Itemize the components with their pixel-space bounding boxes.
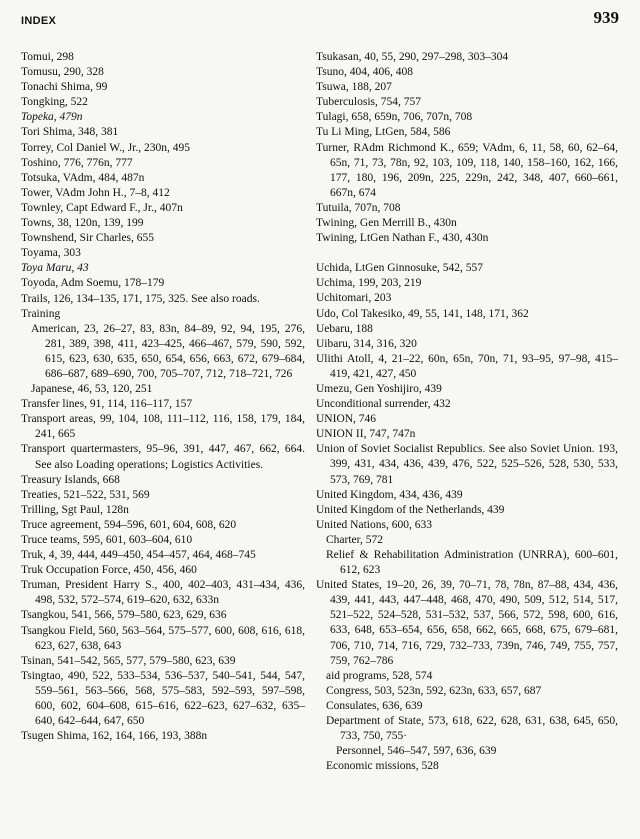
index-entry: Transport areas, 99, 104, 108, 111–112, 116, 158, 179, 184, 241, 665 [21, 413, 305, 441]
index-entry: Tutuila, 707n, 708 [316, 201, 401, 214]
index-entry: Truce teams, 595, 601, 603–604, 610 [21, 534, 193, 546]
index-entry: Tsingtao, 490, 522, 533–534, 536–537, 540–541, 544, 547, 559–561, 563–566, 568, 575–583, 592–593, 597–598, 600, 602, 604–608, 615–616, 622–623, 627–632, 635–640, 642–644, 647, 650 [21, 669, 305, 728]
index-subentry: Relief & Rehabilitation Administration (UNRRA), 600–601, 612, 623 [326, 549, 618, 577]
index-entry: Tuberculosis, 754, 757 [316, 96, 421, 109]
index-entry: Truk Occupation Force, 450, 456, 460 [21, 564, 197, 577]
index-entry: UNION, 746 [316, 413, 377, 426]
index-entry: Training [21, 307, 61, 320]
index-entry: Tongking, 522 [21, 96, 88, 109]
index-entry: Toshino, 776, 776n, 777 [21, 156, 133, 169]
index-entry: Tsuwa, 188, 207 [316, 81, 392, 94]
page-number: 939 [593, 8, 619, 27]
index-entry: Truce agreement, 594–596, 601, 604, 608, 620 [21, 518, 237, 531]
index-entry: Uchida, LtGen Ginnosuke, 542, 557 [316, 262, 484, 275]
index-entry: Truman, President Harry S., 400, 402–403, 431–434, 436, 498, 532, 572–574, 619–620, 632, 633n [21, 579, 305, 607]
index-entry: Tsuno, 404, 406, 408 [316, 66, 413, 79]
index-entry: Toya Maru, 43 [21, 262, 89, 275]
index-entry: Tsugen Shima, 162, 164, 166, 193, 388n [21, 730, 208, 743]
index-entry: Totsuka, VAdm, 484, 487n [21, 171, 145, 184]
index-entry: Tomusu, 290, 328 [21, 66, 104, 79]
index-entry: Trails, 126, 134–135, 171, 175, 325. See also roads. [21, 292, 260, 305]
index-entry: Toyama, 303 [21, 247, 81, 260]
index-entry: Tsangkou, 541, 566, 579–580, 623, 629, 636 [21, 609, 227, 622]
index-entry: Tomui, 298 [21, 51, 74, 63]
index-entry: Unconditional surrender, 432 [316, 398, 451, 411]
index-entry: Torrey, Col Daniel W., Jr., 230n, 495 [21, 141, 191, 154]
index-entry: Udo, Col Takesiko, 49, 55, 141, 148, 171, 362 [316, 307, 529, 320]
index-entry: Tonachi Shima, 99 [21, 81, 108, 94]
index-entry: United Kingdom of the Netherlands, 439 [316, 503, 505, 516]
index-subentry: Economic missions, 528 [326, 760, 439, 773]
index-subentry: aid programs, 528, 574 [326, 669, 433, 682]
index-entry: Tsinan, 541–542, 565, 577, 579–580, 623, 639 [21, 654, 236, 667]
index-entry: Topeka, 479n [21, 111, 83, 124]
index-entry: Townshend, Sir Charles, 655 [21, 232, 155, 245]
page-header [21, 6, 619, 36]
index-entry: Uibaru, 314, 316, 320 [316, 337, 417, 350]
index-entry: Trilling, Sgt Paul, 128n [21, 503, 129, 516]
index-entry: Tulagi, 658, 659n, 706, 707n, 708 [316, 111, 473, 124]
index-entry: Towns, 38, 120n, 139, 199 [21, 217, 144, 230]
index-entry: Uchima, 199, 203, 219 [316, 277, 422, 290]
index-subentry: Japanese, 46, 53, 120, 251 [31, 383, 153, 396]
index-entry: Union of Soviet Socialist Republics. See also Soviet Union. 193, 399, 431, 434, 436, 439, 476, 522, 525–526, 528, 530, 533, 573, 769, 781 [316, 443, 618, 486]
index-entry: Toyoda, Adm Soemu, 178–179 [21, 277, 165, 290]
section-gap [316, 246, 618, 261]
index-entry: Treasury Islands, 668 [21, 473, 120, 486]
index-entry: United States, 19–20, 26, 39, 70–71, 78, 78n, 87–88, 434, 436, 439, 441, 443, 447–448, 468, 470, 490, 509, 512, 514, 517, 521–522, 524–528, 531–532, 537, 566, 572, 598, 600, 616, 633, 648, 653–654, 656, 658, 662, 665, 668, 675, 679–681, 706, 710, 714, 716, 729, 732–733, 739n, 746, 749, 755, 757, 759, 762–786 [316, 579, 618, 667]
index-subentry: Personnel, 546–547, 597, 636, 639 [336, 745, 497, 758]
index-column-left [21, 50, 305, 744]
index-entry: Tsangkou Field, 560, 563–564, 575–577, 600, 608, 616, 618, 623, 627, 638, 643 [21, 624, 305, 652]
index-entry: Ulithi Atoll, 4, 21–22, 60n, 65n, 70n, 71, 93–95, 97–98, 415–419, 421, 427, 450 [316, 352, 618, 380]
index-subentry: Congress, 503, 523n, 592, 623n, 633, 657, 687 [326, 684, 542, 697]
running-head: INDEX [21, 15, 57, 27]
index-entry: Twining, Gen Merrill B., 430n [316, 217, 457, 230]
index-entry: Uebaru, 188 [316, 322, 373, 335]
index-subentry: Consulates, 636, 639 [326, 699, 423, 712]
index-entry: Treaties, 521–522, 531, 569 [21, 488, 150, 501]
index-subentry: Charter, 572 [326, 533, 384, 546]
index-entry: Umezu, Gen Yoshijiro, 439 [316, 382, 442, 395]
index-entry: Tori Shima, 348, 381 [21, 126, 119, 139]
index-subentry: Department of State, 573, 618, 622, 628, 631, 638, 645, 650, 733, 750, 755· [326, 715, 618, 743]
index-entry: Tsukasan, 40, 55, 290, 297–298, 303–304 [316, 51, 509, 63]
index-entry: Twining, LtGen Nathan F., 430, 430n [316, 232, 489, 245]
index-entry: Uchitomari, 203 [316, 292, 392, 305]
index-entry: Tu Li Ming, LtGen, 584, 586 [316, 126, 451, 139]
index-entry: Transport quartermasters, 95–96, 391, 447, 467, 662, 664. See also Loading operations; Logistics Activities. [21, 443, 305, 471]
index-entry: Transfer lines, 91, 114, 116–117, 157 [21, 398, 193, 411]
index-column-right [316, 50, 618, 774]
index-entry: United Nations, 600, 633 [316, 518, 432, 531]
index-subentry: American, 23, 26–27, 83, 83n, 84–89, 92, 94, 195, 276, 281, 389, 398, 411, 423–425, 466–467, 579, 590, 592, 615, 623, 630, 635, 650, 654, 656, 663, 672, 679–684, 686–687, 689–690, 700, 705–707, 712, 718–721, 726 [31, 322, 305, 380]
index-entry: Truk, 4, 39, 444, 449–450, 454–457, 464, 468–745 [21, 549, 256, 562]
index-entry: Turner, RAdm Richmond K., 659; VAdm, 6, 11, 58, 60, 62–64, 65n, 71, 73, 78n, 92, 103, 109, 118, 140, 158–160, 162, 166, 177, 180, 196, 209n, 225, 229n, 242, 348, 407, 660–661, 667n, 674 [316, 141, 618, 199]
index-entry: Townley, Capt Edward F., Jr., 407n [21, 201, 183, 214]
index-entry: Tower, VAdm John H., 7–8, 412 [21, 186, 170, 199]
index-entry: UNION II, 747, 747n [316, 428, 416, 441]
index-entry: United Kingdom, 434, 436, 439 [316, 488, 463, 501]
